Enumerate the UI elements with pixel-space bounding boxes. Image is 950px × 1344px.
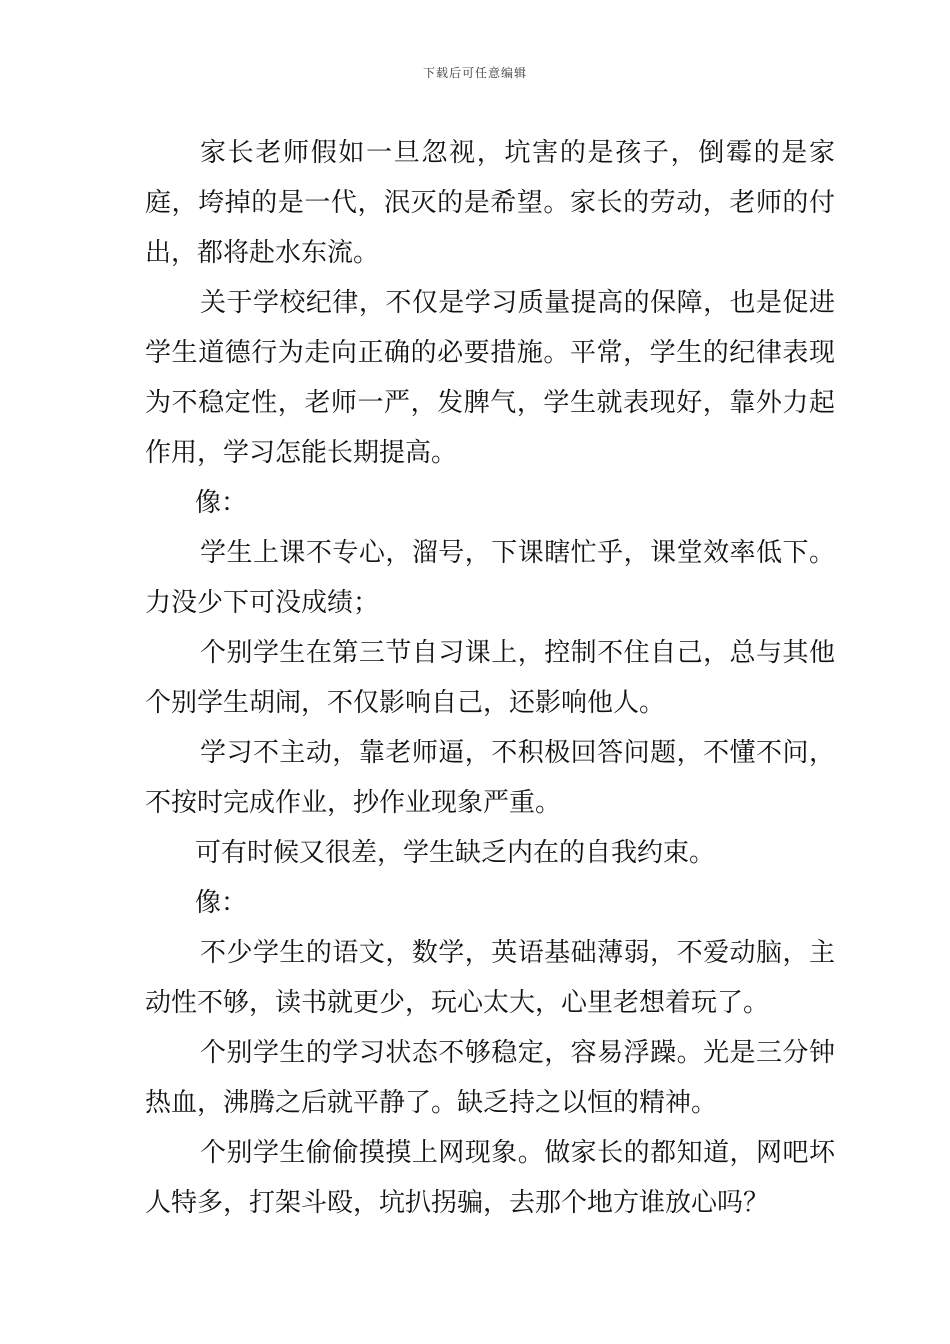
page-header: 下载后可任意编辑 [422, 66, 527, 80]
paragraph-11: 个别学生偷偷摸摸上网现象。做家长的都知道，网吧坏人特多，打架斗殴，坑扒拐骗，去那个地方谁放心吗？ [145, 1138, 835, 1218]
paragraph-5: 个别学生在第三节自习课上，控制不住自己，总与其他个别学生胡闹，不仅影响自己，还影响他人。 [145, 638, 835, 718]
paragraph-7: 可有时候又很差，学生缺乏内在的自我约束。 [195, 838, 716, 868]
paragraph-1: 家长老师假如一旦忽视，坑害的是孩子，倒霉的是家庭，垮掉的是一代，泯灭的是希望。家长的劳动，老师的付出，都将赴水东流。 [145, 138, 835, 268]
paragraph-4: 学生上课不专心，溜号，下课瞎忙乎，课堂效率低下。力没少下可没成绩； [145, 538, 835, 618]
paragraph-3: 像： [195, 488, 248, 518]
paragraph-6: 学习不主动，靠老师逼，不积极回答问题，不懂不问，不按时完成作业，抄作业现象严重。 [145, 738, 835, 818]
paragraph-2: 关于学校纪律，不仅是学习质量提高的保障，也是促进学生道德行为走向正确的必要措施。平常，学生的纪律表现为不稳定性，老师一严，发脾气，学生就表现好，靠外力起作用，学习怎能长期提高。 [145, 288, 835, 468]
paragraph-8: 像： [195, 888, 248, 918]
paragraph-9: 不少学生的语文，数学，英语基础薄弱，不爱动脑，主动性不够，读书就更少，玩心太大，心里老想着玩了。 [145, 938, 835, 1018]
paragraph-10: 个别学生的学习状态不够稳定，容易浮躁。光是三分钟热血，沸腾之后就平静了。缺乏持之以恒的精神。 [145, 1038, 835, 1118]
document-body [145, 128, 835, 1228]
